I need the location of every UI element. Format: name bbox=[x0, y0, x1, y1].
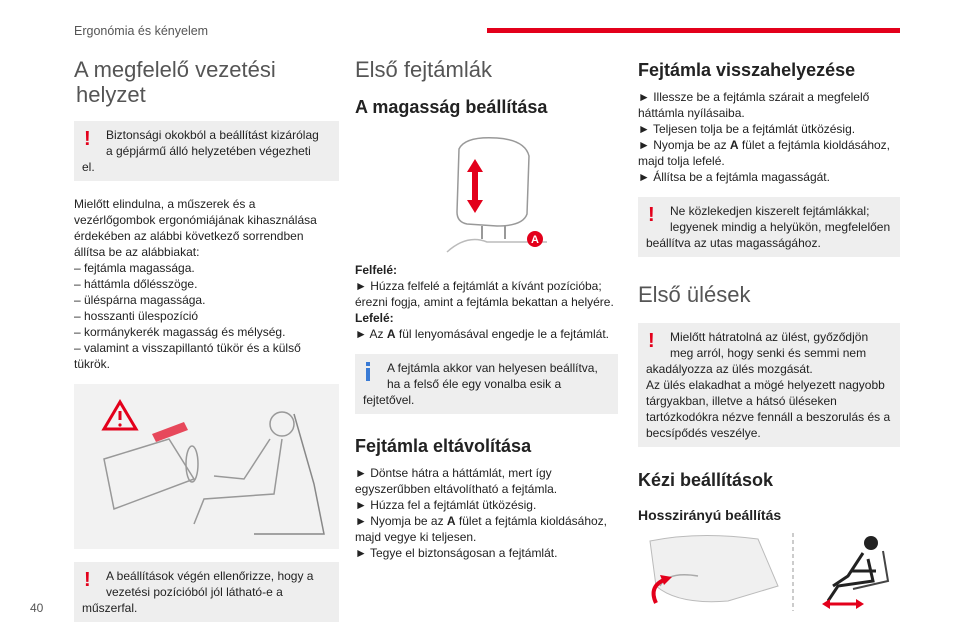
column-driving-position bbox=[74, 52, 339, 622]
text-line: ► Húzza felfelé a fejtámlát a kívánt pozícióba; bbox=[355, 279, 602, 293]
text-line: ► Állítsa be a fejtámla magasságát. bbox=[638, 170, 830, 184]
list-item: – üléspárna magassága. bbox=[74, 293, 206, 307]
longitudinal-adjust-illustration bbox=[638, 531, 900, 613]
text-line: ► Teljesen tolja be a fejtámlát ütközésig. bbox=[638, 122, 856, 136]
warning-text: tárgyakban, illetve a hátsó üléseken bbox=[646, 394, 837, 408]
warning-text: legyenek mindig a helyükön, megfelelően bbox=[670, 220, 891, 234]
text-part-bold: A bbox=[446, 514, 456, 528]
section-title-driving-position bbox=[74, 57, 339, 107]
info-text: fejtetővel. bbox=[363, 393, 415, 407]
subtitle-longitudinal-adjust: Hosszirányú beállítás bbox=[638, 507, 782, 523]
warning-icon: ! bbox=[648, 330, 655, 352]
title-line: A megfelelő vezetési bbox=[74, 57, 276, 82]
warning-box-safety bbox=[74, 121, 339, 181]
passenger-head bbox=[864, 536, 878, 550]
info-icon bbox=[366, 362, 370, 382]
intro-text bbox=[74, 196, 339, 372]
warning-text: tartózkodókra nézve fennáll a beszorulás és a bbox=[646, 410, 891, 424]
label-a: A bbox=[531, 234, 539, 246]
running-header: Ergonómia és kényelem bbox=[74, 24, 209, 38]
warning-text: el. bbox=[82, 160, 95, 174]
section-title-front-seats: Első ülések bbox=[638, 282, 751, 307]
info-text: A fejtámla akkor van helyesen beállítva, bbox=[387, 361, 598, 375]
warning-text: műszerfal. bbox=[82, 601, 138, 615]
warning-text: Mielőtt hátratolná az ülést, győződjön bbox=[670, 330, 869, 344]
text-line: majd vegye ki teljesen. bbox=[355, 530, 477, 544]
text-line: egyszerűbben eltávolítható a fejtámla. bbox=[355, 482, 558, 496]
warning-box-headrests bbox=[638, 197, 900, 257]
warning-text: meg arról, hogy senki és semmi nem bbox=[670, 346, 867, 360]
list-item: – valamint a visszapillantó tükör és a külső bbox=[74, 341, 301, 355]
info-box-headrest bbox=[355, 354, 618, 414]
text-line: ► Illessze be a fejtámla szárait a megfelelő bbox=[638, 90, 870, 104]
list-item: – hosszanti ülespozíció bbox=[74, 309, 199, 323]
header-accent-bar bbox=[487, 28, 900, 33]
subtitle-manual-adjust: Kézi beállítások bbox=[638, 470, 774, 490]
headrest-refit-text bbox=[638, 89, 900, 185]
subtitle-headrest-removal: Fejtámla eltávolítása bbox=[355, 436, 532, 456]
list-item: – háttámla dőlésszöge. bbox=[74, 277, 198, 291]
warning-icon: ! bbox=[84, 569, 91, 591]
text-line: érdekében az alábbi következő sorrendben bbox=[74, 229, 304, 243]
warning-box-seat-movement bbox=[638, 323, 900, 447]
press-instruction bbox=[638, 137, 900, 153]
warning-text: a gépjármű álló helyzetében végezheti bbox=[106, 144, 311, 158]
down-label: Lefelé: bbox=[355, 311, 394, 325]
list-item: – fejtámla magassága. bbox=[74, 261, 195, 275]
text-part-bold: A bbox=[386, 327, 396, 341]
warning-text: Az ülés elakadhat a mögé helyezett nagyobb bbox=[646, 378, 885, 392]
up-label: Felfelé: bbox=[355, 263, 398, 277]
headrest-illustration bbox=[437, 134, 557, 254]
text-line: érezni fogja, amint a fejtámla bekattan a helyére. bbox=[355, 295, 614, 309]
up-down-arrow-icon bbox=[467, 159, 483, 213]
text-line: ► Döntse hátra a háttámlát, mert így bbox=[355, 466, 552, 480]
column-front-headrests bbox=[355, 52, 618, 561]
subtitle-height-adjust: A magasság beállítása bbox=[355, 97, 548, 117]
seat-mechanism-outline bbox=[650, 535, 778, 601]
text-part: ► Az bbox=[355, 327, 387, 341]
warning-icon: ! bbox=[84, 128, 91, 150]
warning-icon: ! bbox=[648, 204, 655, 226]
column-headrest-refit-seats bbox=[638, 52, 900, 613]
text-line: háttámla nyílásaiba. bbox=[638, 106, 745, 120]
headrest-removal-text bbox=[355, 465, 618, 561]
text-part-bold: A bbox=[729, 138, 739, 152]
text-line: majd tolja lefelé. bbox=[638, 154, 725, 168]
warning-box-dashboard bbox=[74, 562, 339, 622]
list-item: tükrök. bbox=[74, 357, 111, 371]
warning-text: A beállítások végén ellenőrizze, hogy a bbox=[106, 569, 314, 583]
down-instruction bbox=[355, 326, 618, 342]
headrest-adjust-text bbox=[355, 262, 618, 342]
title-line: helyzet bbox=[76, 82, 146, 107]
text-line: állítsa be az alábbiakat: bbox=[74, 245, 200, 259]
text-line: Mielőtt elindulna, a műszerek és a bbox=[74, 197, 256, 211]
warning-text: Biztonsági okokból a beállítást kizárólag bbox=[106, 128, 319, 142]
warning-text: Ne közlekedjen kiszerelt fejtámlákkal; bbox=[670, 204, 870, 218]
text-part: ► Nyomja be az bbox=[355, 514, 447, 528]
text-line: ► Tegye el biztonságosan a fejtámlát. bbox=[355, 546, 558, 560]
section-title-headrests: Első fejtámlák bbox=[355, 57, 492, 82]
page-number: 40 bbox=[30, 601, 44, 615]
text-line: vezérlőgombok ergonómiájának kihasználása bbox=[74, 213, 317, 227]
warning-text: vezetési pozícióból jól látható-e a bbox=[106, 585, 283, 599]
driving-position-illustration bbox=[74, 384, 339, 549]
list-item: – kormánykerék magasság és mélység. bbox=[74, 325, 286, 339]
warning-text: becsípődés veszélye. bbox=[646, 426, 761, 440]
headrest-outline bbox=[457, 138, 529, 226]
press-instruction bbox=[355, 513, 618, 529]
subtitle-headrest-refit: Fejtámla visszahelyezése bbox=[638, 60, 856, 80]
warning-text: beállítva az utas magasságához. bbox=[646, 236, 821, 250]
warning-text: akadályozza az ülés mozgását. bbox=[646, 362, 813, 376]
text-part: ► Nyomja be az bbox=[638, 138, 730, 152]
info-text: ha a felső éle egy vonalba esik a bbox=[387, 377, 562, 391]
text-part: fül lenyomásával engedje le a fejtámlát. bbox=[395, 327, 610, 341]
text-part: fület a fejtámla kioldásához, bbox=[738, 138, 891, 152]
text-line: ► Húzza fel a fejtámlát ütközésig. bbox=[355, 498, 537, 512]
text-part: fület a fejtámla kioldásához, bbox=[455, 514, 608, 528]
